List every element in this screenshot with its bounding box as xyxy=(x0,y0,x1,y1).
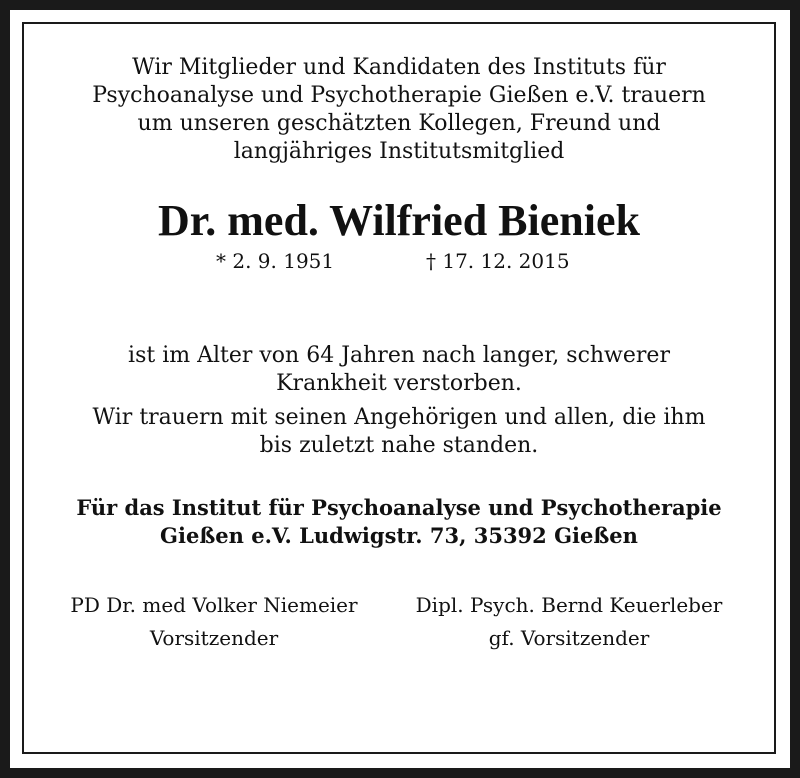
message-line-3: Wir trauern mit seinen Angehörigen und allen, die ihm xyxy=(92,405,706,430)
intro-line-2: Psychoanalyse und Psychotherapie Gießen e.V. trauern xyxy=(92,83,706,108)
institute-line-1: Für das Institut für Psychoanalyse und Psychotherapie xyxy=(76,495,722,520)
signatory-1-role: Vorsitzender xyxy=(149,626,279,650)
notice-frame xyxy=(22,22,776,754)
deceased-name: Dr. med. Wilfried Bieniek xyxy=(158,196,640,245)
message-line-2: Krankheit verstorben. xyxy=(276,371,522,396)
signatory-2-name: Dipl. Psych. Bernd Keuerleber xyxy=(415,593,723,617)
message-line-1: ist im Alter von 64 Jahren nach langer, schwerer xyxy=(128,343,670,368)
signatory-2-role: gf. Vorsitzender xyxy=(488,626,650,650)
intro-line-1: Wir Mitglieder und Kandidaten des Instituts für xyxy=(132,55,666,80)
institute-line-2: Gießen e.V. Ludwigstr. 73, 35392 Gießen xyxy=(160,523,638,548)
message-line-4: bis zuletzt nahe standen. xyxy=(259,433,539,458)
intro-line-3: um unseren geschätzten Kollegen, Freund und xyxy=(137,111,661,136)
intro-line-4: langjähriges Institutsmitglied xyxy=(233,139,565,164)
notice-outer xyxy=(10,10,790,768)
signatory-1-name: PD Dr. med Volker Niemeier xyxy=(70,593,358,617)
death-date: † 17. 12. 2015 xyxy=(426,249,570,273)
birth-date: * 2. 9. 1951 xyxy=(216,249,335,273)
